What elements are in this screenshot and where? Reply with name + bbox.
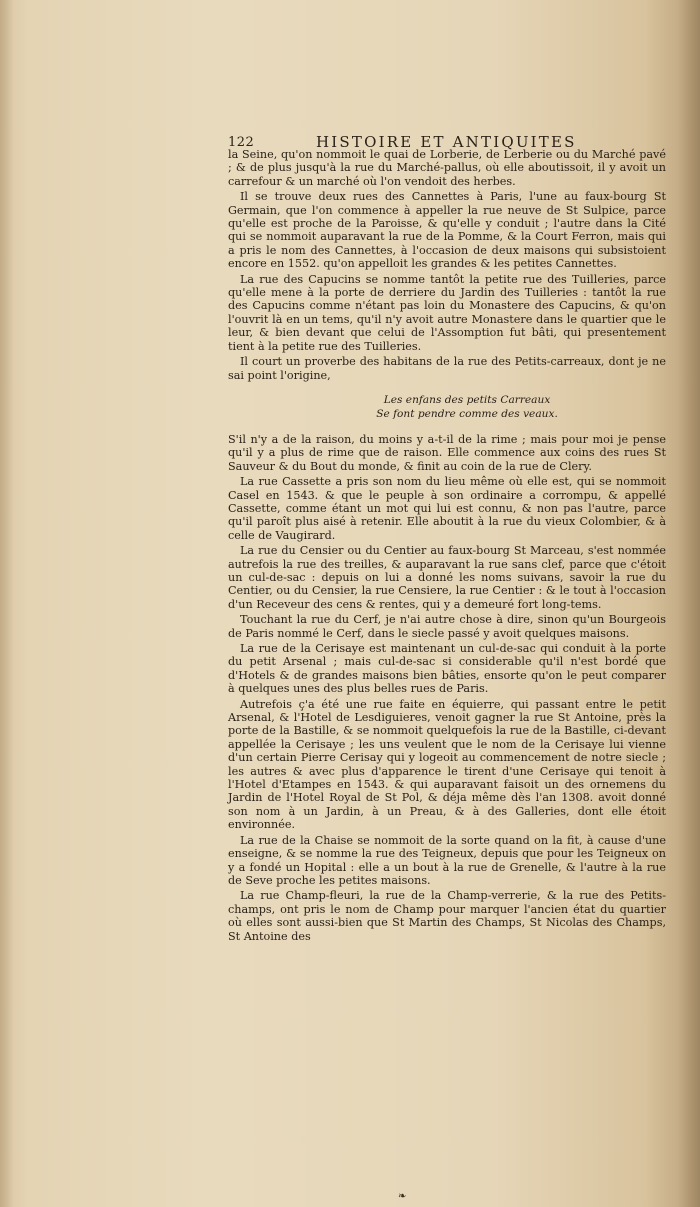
proverb-verse (228, 393, 666, 421)
paragraph: La rue Champ-fleuri, la rue de la Champ-verrerie, & la rue des Petits-champs, ont pris le nom de Champ pour marquer l'ancien état du quartier où elles sont aussi-bien que St Martin des Champs, St Nicolas des Champs, St Antoine des (228, 889, 666, 943)
page-edge-shadow (678, 0, 700, 1207)
signature-mark: ❧ (398, 1191, 407, 1202)
paragraph: Il court un proverbe des habitans de la rue des Petits-carreaux, dont je ne sai point l'origine, (228, 355, 666, 382)
paragraph: Il se trouve deux rues des Cannettes à Paris, l'une au faux-bourg St Germain, que l'on commence à appeller la rue neuve de St Sulpice, parce qu'elle est proche de la Paroisse, & qu'elle y conduit ; l'autre dans la Cité qui se nommoit auparavant la rue de la Pomme, & la Court Ferron, mais qui a pris le nom des Cannettes, à l'occasion de deux maisons qui subsistoient encore en 1552. qu'on appelloit les grandes & les petites Cannettes. (228, 190, 666, 271)
body-text (228, 148, 666, 945)
paragraph: Autrefois ç'a été une rue faite en équierre, qui passant entre le petit Arsenal, & l'Hotel de Lesdiguieres, venoit gagner la rue St Antoine, près la porte de la Bastille, & se nommoit quelquefois la rue de la Bastille, ci-devant appellée la Cerisaye ; les uns veulent que le nom de la Cerisaye lui vienne d'un certain Pierre Cerisay qui y logeoit au commencement de notre siecle ; les autres & avec plus d'apparence le tirent d'une Cerisaye qui tenoit à l'Hotel d'Etampes en 1543. & qui auparavant faisoit un des ornemens du Jardin de l'Hotel Royal de St Pol, & déja même dès l'an 1308. avoit donné son nom à un Jardin, à un Preau, & à des Galleries, dont elle étoit environnée. (228, 697, 666, 832)
paragraph: Touchant la rue du Cerf, je n'ai autre chose à dire, sinon qu'un Bourgeois de Paris nommé le Cerf, dans le siecle passé y avoit quelques maisons. (228, 613, 666, 640)
paragraph: S'il n'y a de la raison, du moins y a-t-il de la rime ; mais pour moi je pense qu'il y a plus de rime que de raison. Elle commence aux coins des rues St Sauveur & du Bout du monde, & finit au coin de la rue de Clery. (228, 432, 666, 473)
running-title: HISTOIRE ET ANTIQUITES (316, 133, 577, 151)
verse-line: Les enfans des petits Carreaux (383, 393, 551, 406)
paragraph: La rue du Censier ou du Centier au faux-bourg St Marceau, s'est nommée autrefois la rue des treilles, & auparavant la rue sans clef, parce que c'étoit un cul-de-sac : depuis on lui a donné les noms suivans, savoir la rue du Centier, ou du Censier, la rue Censiere, la rue Centier : & le tout à l'occasion d'un Receveur des cens & rentes, qui y a demeuré fort long-tems. (228, 544, 666, 611)
paragraph: La rue de la Chaise se nommoit de la sorte quand on la fit, à cause d'une enseigne, & se nomme la rue des Teigneux, depuis que pour les Teigneux on y a fondé un Hopital : elle a un bout à la rue de Grenelle, & l'autre à la rue de Seve proche les petites maisons. (228, 833, 666, 887)
paragraph: La rue de la Cerisaye est maintenant un cul-de-sac qui conduit à la porte du petit Arsenal ; mais cul-de-sac si considerable qu'il n'est bordé que d'Hotels & de grandes maisons bien bâties, ensorte qu'on le peut comparer à quelques unes des plus belles rues de Paris. (228, 642, 666, 696)
paragraph: La rue Cassette a pris son nom du lieu même où elle est, qui se nommoit Casel en 1543. & que le peuple à son ordinaire a corrompu, & appellé Cassette, comme étant un mot qui lui est connu, & non pas l'autre, parce qu'il paroît plus aisé à retenir. Elle aboutit à la rue du vieux Colombier, & à celle de Vaugirard. (228, 475, 666, 542)
paragraph: La rue des Capucins se nomme tantôt la petite rue des Tuilleries, parce qu'elle mene à la porte de derriere du Jardin des Tuilleries : tantôt la rue des Capucins comme n'étant pas loin du Monastere des Capucins, & qu'on l'ouvrit là en un tems, qu'il n'y avoit autre Monastere dans le quartier que le leur, & bien devant que celui de l'Assomption fut bâti, qui presentement tient à la petite rue des Tuilleries. (228, 272, 666, 353)
paragraph: la Seine, qu'on nommoit le quai de Lorberie, de Lerberie ou du Marché pavé ; & de plus jusqu'à la rue du Marché-pallus, où elle aboutissoit, il y avoit un carrefour & un marché où l'on vendoit des herbes. (228, 148, 666, 188)
page-number: 122 (228, 135, 255, 150)
page-gutter-shadow (0, 0, 14, 1207)
verse-line: Se font pendre comme des veaux. (376, 407, 558, 420)
